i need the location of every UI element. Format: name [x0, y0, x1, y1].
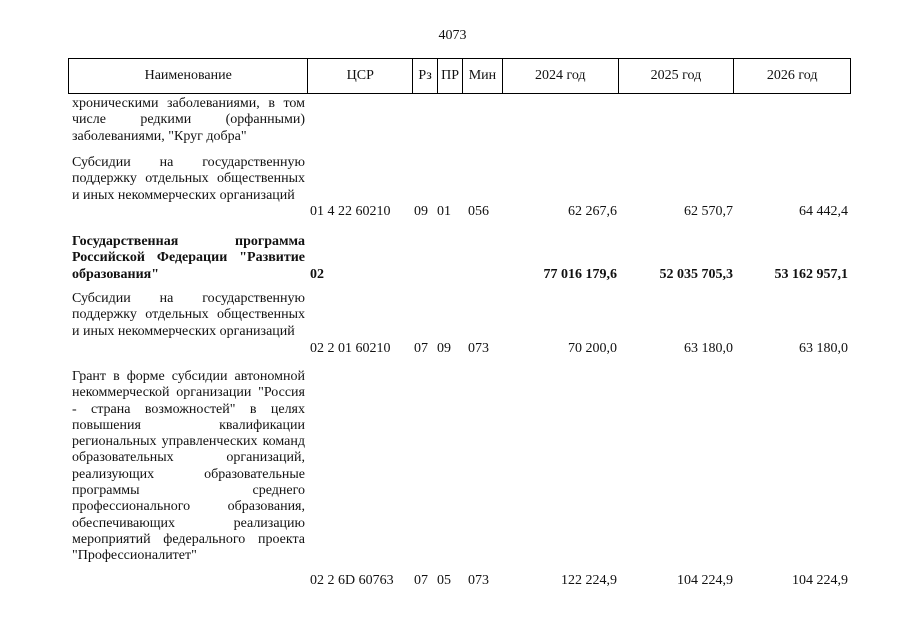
row-value-2025: 52 035 705,3	[659, 267, 733, 282]
row-csr: 02	[310, 267, 324, 282]
header-2025: 2025 год	[619, 59, 735, 93]
row-name: хроническими заболеваниями, в том числе редкими (орфанными) заболеваниями, "Круг добра"	[72, 96, 305, 144]
row-rz: 07	[414, 573, 428, 588]
header-2024: 2024 год	[503, 59, 619, 93]
row-value-2025: 63 180,0	[684, 341, 733, 356]
row-name: Государственная программа Российской Федерации "Развитие образования"	[72, 234, 305, 282]
row-value-2026: 104 224,9	[792, 573, 848, 588]
row-value-2024: 62 267,6	[568, 204, 617, 219]
row-min: 056	[468, 204, 489, 219]
row-pr: 01	[437, 204, 451, 219]
header-pr: ПР	[438, 59, 463, 93]
row-pr: 09	[437, 341, 451, 356]
row-rz: 07	[414, 341, 428, 356]
row-value-2024: 70 200,0	[568, 341, 617, 356]
header-csr: ЦСР	[308, 59, 413, 93]
row-value-2026: 64 442,4	[799, 204, 848, 219]
row-csr: 02 2 6D 60763	[310, 573, 394, 588]
header-rz: Рз	[413, 59, 438, 93]
header-min: Мин	[463, 59, 503, 93]
row-value-2025: 62 570,7	[684, 204, 733, 219]
row-min: 073	[468, 573, 489, 588]
page-number: 4073	[438, 28, 467, 43]
row-name: Грант в форме субсидии автономной некоммерческой организации "Россия - страна возможностей" в целях повышения квалификации региональных управленческих команд образовательных организаций, реализующих образовательные программы среднего профессионального образования, обеспечивающих реализацию мероприятий федерального проекта "Профессионалитет"	[72, 369, 305, 564]
row-rz: 09	[414, 204, 428, 219]
row-value-2026: 53 162 957,1	[774, 267, 848, 282]
row-min: 073	[468, 341, 489, 356]
row-csr: 01 4 22 60210	[310, 204, 391, 219]
row-csr: 02 2 01 60210	[310, 341, 391, 356]
row-value-2024: 77 016 179,6	[543, 267, 617, 282]
row-pr: 05	[437, 573, 451, 588]
header-name: Наименование	[69, 59, 308, 93]
row-value-2024: 122 224,9	[561, 573, 617, 588]
row-name: Субсидии на государственную поддержку отдельных общественных и иных некоммерческих организаций	[72, 155, 305, 203]
table-header	[68, 58, 851, 94]
row-value-2026: 63 180,0	[799, 341, 848, 356]
header-2026: 2026 год	[766, 68, 818, 83]
row-value-2025: 104 224,9	[677, 573, 733, 588]
row-name: Субсидии на государственную поддержку отдельных общественных и иных некоммерческих организаций	[72, 291, 305, 339]
